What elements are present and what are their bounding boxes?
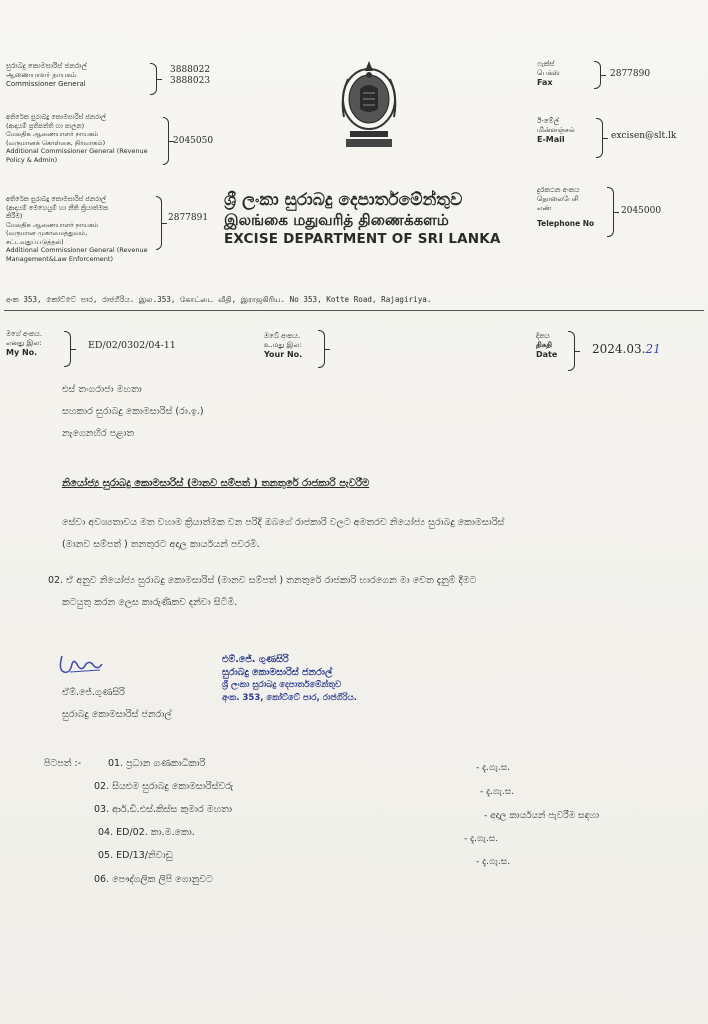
addressee-name: එස් තංගරාජා මහතා bbox=[62, 384, 142, 395]
commissioner-en: Commissioner General bbox=[6, 80, 86, 88]
department-name-si: ශ්‍රී ලංකා සුරාබදු දෙපාර්තමේන්තුව bbox=[224, 190, 463, 210]
commissioner-ta: ஆணையாளர் நாயகம் bbox=[6, 71, 77, 79]
email-address[interactable]: excisen@slt.lk bbox=[611, 131, 677, 141]
handwritten-signature-icon bbox=[56, 652, 106, 676]
date-label: දිනය திகதி Date bbox=[536, 332, 558, 359]
email-label: ඊ-මේල් மின்னஞ்சல் E-Mail bbox=[537, 117, 575, 144]
signatory-name: ඒම්.ජේ.ගුණසිරි bbox=[62, 687, 125, 698]
brace bbox=[318, 330, 325, 368]
copy-item: 06. පෞද්ගලික ලිපි ගොනුවට bbox=[94, 874, 213, 885]
copy-note: - දැ.ගැ.ස. bbox=[476, 763, 511, 773]
department-name bbox=[224, 190, 524, 248]
copy-item: 05. ED/13/නිවාඩු bbox=[98, 850, 173, 861]
department-name-en: EXCISE DEPARTMENT OF SRI LANKA bbox=[224, 231, 501, 247]
sri-lanka-emblem-icon bbox=[338, 57, 400, 153]
copy-item: 03. ආර්.ඩී.එස්.කිස්ස කුමාර මහතා bbox=[94, 804, 232, 815]
copies-label: පිටපත් :- bbox=[44, 758, 82, 769]
addressee-province: නැගෙනහිර පළාත bbox=[62, 428, 135, 439]
addressee-title: සහකාර සුරාබදු කොමසාරිස් (රා.ඉ.) bbox=[62, 406, 204, 417]
copy-note: - අදාල කාර්යයන් පැවරීම සඳහා bbox=[484, 811, 600, 821]
copy-note: - දැ.ගැ.ස. bbox=[480, 787, 515, 797]
brace bbox=[163, 117, 169, 165]
commissioner-general-contact bbox=[6, 62, 156, 89]
brace bbox=[596, 118, 603, 158]
official-stamp: එම්.ජේ. ගුණසිරි සුරාබදු කොමසාරිස් ජනරාල් ශ්‍රී ලංකා සුරාබදු දෙපාර්තමේන්තුව අංක. 353, කෝට්ටේ පාර, රාජගිරිය. bbox=[222, 654, 357, 703]
body-paragraph-1: සේවා අවශ්‍යතාවය මත වහාම ක්‍රියාත්මක වන පරිදි ඔබගේ රාජකාරි වලට අමතරව නියෝජ්‍ය සුරාබදු කොමසාරිස් (මානව සම්පත් ) තනතුරට අදාල කාර්යයන් පවරමි. bbox=[62, 517, 505, 550]
addl-policy-phone: 2045050 bbox=[173, 136, 214, 146]
address-line: අංක 353, කෝට්ටේ පාර, රාජගිරිය. இல.353, கோட்டை வீதி, இராஜகிரிய. No 353, Kotte Road, Rajagiriya. bbox=[6, 295, 432, 304]
copy-item: 02. සියළුම සුරාබදු කොමසාරිස්වරු bbox=[94, 781, 234, 792]
letter-date: 2024.03.21 bbox=[592, 342, 661, 356]
addl-commissioner-policy-contact: අතිරේක සුරාබදු කොමසාරිස් ජනරාල් (ආදායම් ප්‍රතිපත්ති හා පාලන) மேலதிக ஆணையாளர் நாயகம் (வருமானக் கொள்கை, நிர்வாகம்) Additional Commissioner General (Revenue Policy & Admin) bbox=[6, 113, 148, 164]
brace bbox=[150, 63, 157, 95]
brace bbox=[594, 61, 601, 89]
brace bbox=[568, 331, 575, 371]
copy-item: 04. ED/02. කා.ම.කො. bbox=[98, 827, 195, 838]
header-divider bbox=[4, 310, 704, 311]
brace bbox=[64, 331, 71, 367]
subject-line: නියෝජ්‍ය සුරාබදු කොමසාරිස් (මානව සම්පත් ) තනතුරේ රාජකාරි පැවරීම bbox=[62, 478, 370, 489]
your-no-label: ඔබේ අංකය. உ.மது இல: Your No. bbox=[264, 332, 303, 359]
brace bbox=[607, 187, 614, 237]
copy-item: 01. ප්‍රධාන ගණකාධිකාරි bbox=[108, 758, 206, 769]
copy-note: - දැ.ගැ.ස. bbox=[476, 857, 511, 867]
my-reference-number: ED/02/0302/04-11 bbox=[88, 340, 176, 351]
telephone-label: දුරකථන අංකය தொலைபேசி எண் Telephone No bbox=[537, 186, 595, 228]
addressee-block bbox=[62, 383, 204, 441]
addl-enforcement-phone: 2877891 bbox=[168, 213, 209, 223]
my-no-label: මගේ අංකය. எனது இல: My No. bbox=[6, 330, 43, 357]
copy-note: - දැ.ගැ.ස. bbox=[464, 834, 499, 844]
department-name-ta: இலங்கை மதுவரித் திணைக்களம் bbox=[224, 211, 449, 229]
commissioner-si: සුරාබදු කොමසාරිස් ජනරාල් bbox=[6, 62, 87, 70]
body-paragraph-2: 02. ඒ අනුව නියෝජ්‍ය සුරාබදු කොමසාරිස් (මානව සම්පත් ) තනතුරේ රාජකාරි භාරගෙන මා වෙත දැනුම් දීමට කටයුතු කරන ලෙස කාරුණිකව දන්වා සිටිමි. bbox=[48, 575, 477, 608]
commissioner-phones: 3888022 3888023 bbox=[170, 65, 211, 86]
brace bbox=[156, 196, 162, 250]
fax-number: 2877890 bbox=[610, 69, 651, 79]
handwritten-day: 21 bbox=[645, 342, 661, 356]
telephone-number: 2045000 bbox=[621, 206, 662, 216]
signatory-title: සුරාබදු කොමසාරිස් ජනරාල් bbox=[62, 709, 172, 720]
addl-commissioner-enforcement-contact: අතිරේක සුරාබදු කොමසාරිස් ජනරාල් (ආදායම් මෙහෙයුම් හා නීති ක්‍රියාත්මක කිරීම) மேலதிக ஆணையாளர் நாயகம் (வருமான முகாமைத்துவம், சட்டவதுப்படுத்தல்) Additional Commissioner General (Revenue Management&Law Enforcement) bbox=[6, 195, 148, 263]
fax-label: ෆැක්ස් பெக்ஸ் Fax bbox=[537, 60, 560, 87]
